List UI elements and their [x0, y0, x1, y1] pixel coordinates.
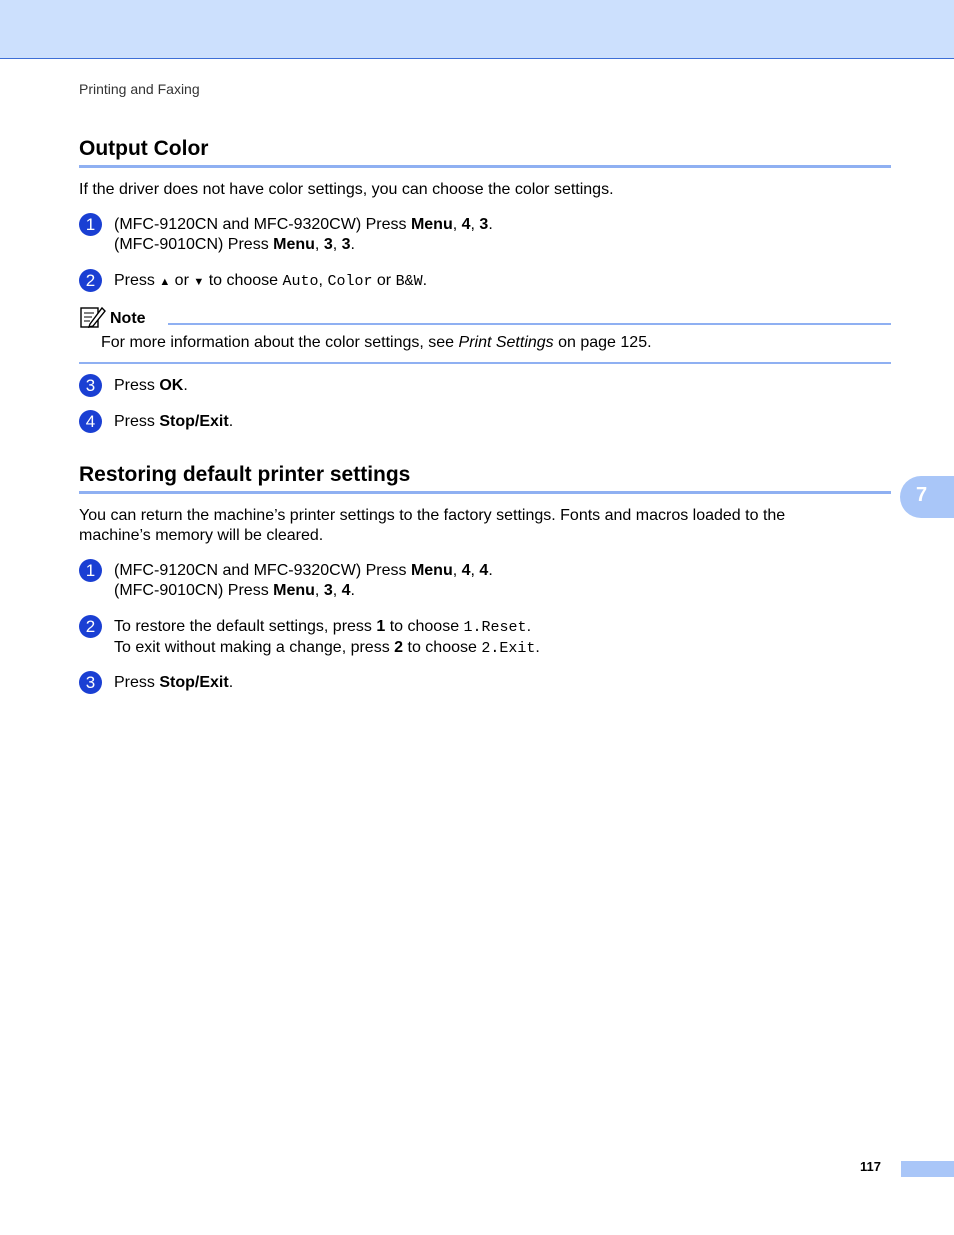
step-number: 3	[79, 671, 102, 694]
cross-reference-link[interactable]: Print Settings	[458, 334, 554, 351]
chapter-number: 7	[916, 484, 928, 506]
step-number: 1	[79, 213, 102, 236]
section-title-restoring-defaults: Restoring default printer settings	[79, 463, 411, 486]
chapter-tab	[900, 476, 954, 518]
step-number: 2	[79, 615, 102, 638]
step-number: 3	[79, 374, 102, 397]
step-text: Press Stop/Exit.	[114, 413, 234, 430]
note-divider	[168, 323, 891, 325]
note-text: For more information about the color settings, see Print Settings on page 125.	[101, 334, 652, 351]
section-title-output-color: Output Color	[79, 137, 209, 160]
step-number: 1	[79, 559, 102, 582]
step-text: (MFC-9120CN and MFC-9320CW) Press Menu, 4, 4. (MFC-9010CN) Press Menu, 3, 4.	[114, 562, 493, 599]
step-number: 4	[79, 410, 102, 433]
down-arrow-icon: ▼	[193, 276, 205, 288]
top-header-band	[0, 0, 954, 59]
section-intro: You can return the machine’s printer settings to the factory settings. Fonts and macros loaded to the machine’s memory will be cleared.	[79, 507, 786, 544]
note-divider	[79, 362, 891, 364]
section-rule	[79, 165, 891, 168]
up-arrow-icon: ▲	[159, 276, 171, 288]
step-text: To restore the default settings, press 1 to choose 1.Reset. To exit without making a change, press 2 to choose 2.Exit.	[114, 618, 540, 657]
step-text: (MFC-9120CN and MFC-9320CW) Press Menu, 4, 3. (MFC-9010CN) Press Menu, 3, 3.	[114, 216, 493, 253]
section-rule	[79, 491, 891, 494]
breadcrumb: Printing and Faxing	[79, 81, 200, 97]
step-text: Press OK.	[114, 377, 188, 394]
step-number: 2	[79, 269, 102, 292]
section-intro: If the driver does not have color settings, you can choose the color settings.	[79, 181, 614, 198]
page-number: 117	[860, 1159, 881, 1174]
note-pencil-icon	[80, 305, 106, 329]
step-text: Press ▲ or ▼ to choose Auto, Color or B&W.	[114, 272, 428, 290]
page-number-bar	[901, 1161, 954, 1177]
note-label: Note	[110, 310, 146, 327]
step-text: Press Stop/Exit.	[114, 674, 234, 691]
